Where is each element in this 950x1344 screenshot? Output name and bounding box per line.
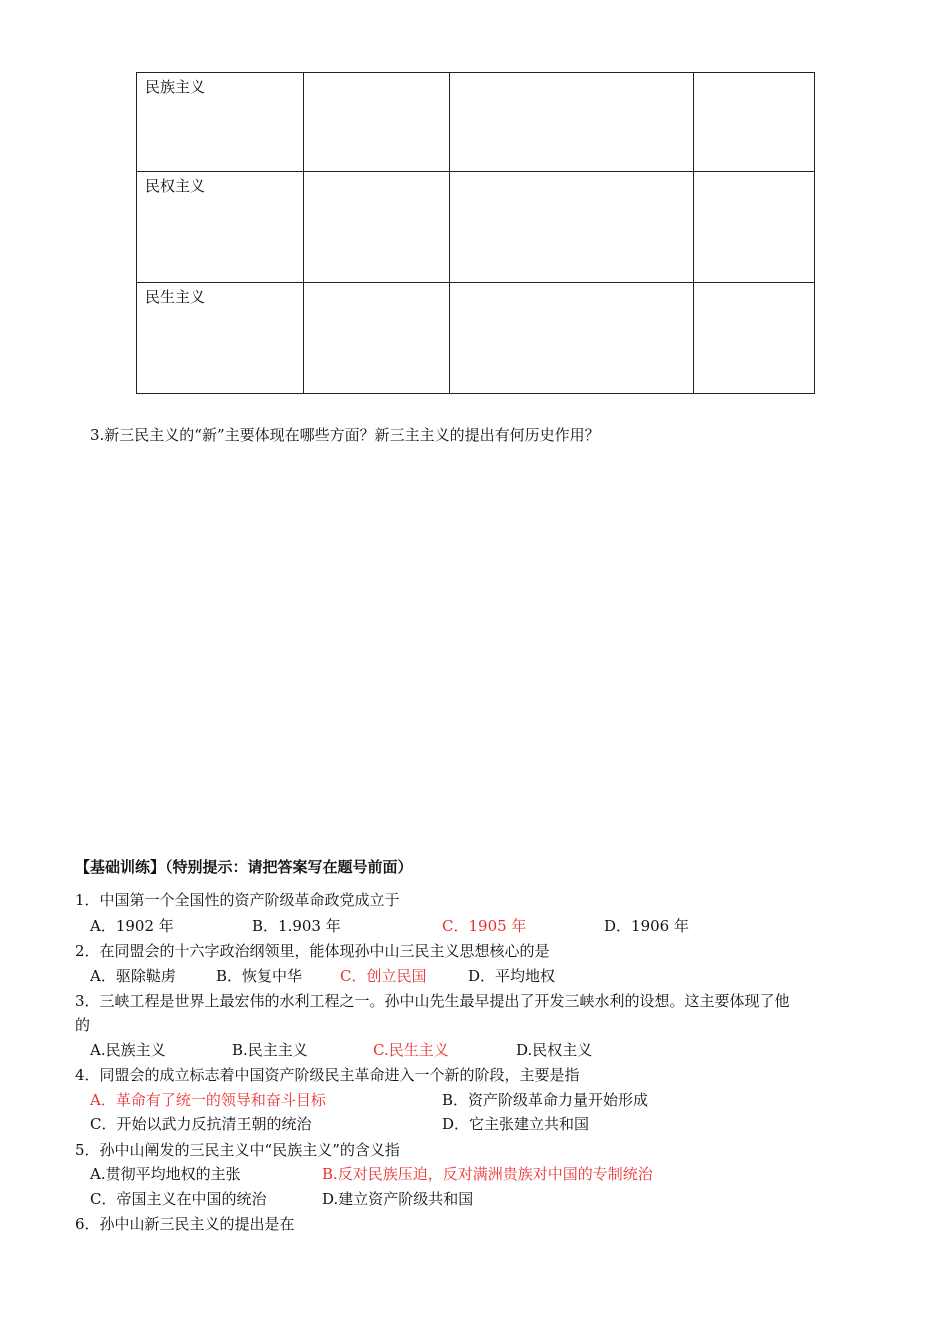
table-cell[interactable] bbox=[694, 283, 815, 394]
table-row bbox=[137, 73, 815, 172]
question-6-stem: 6．孙中山新三民主义的提出是在 bbox=[75, 1215, 295, 1233]
q2-option-d[interactable]: D．平均地权 bbox=[468, 967, 556, 985]
table-row bbox=[137, 172, 815, 283]
q3-option-b[interactable]: B.民主主义 bbox=[232, 1041, 308, 1059]
table-cell[interactable] bbox=[304, 73, 450, 172]
q5-option-d[interactable]: D.建立资产阶级共和国 bbox=[322, 1190, 474, 1208]
q2-option-a[interactable]: A．驱除鞑虏 bbox=[90, 967, 176, 985]
q1-option-a[interactable]: A．1902 年 bbox=[90, 917, 174, 935]
table-cell[interactable] bbox=[304, 283, 450, 394]
q5-option-c[interactable]: C．帝国主义在中国的统治 bbox=[90, 1190, 267, 1208]
question-1-stem: 1．中国第一个全国性的资产阶级革命政党成立于 bbox=[75, 891, 400, 909]
table-row bbox=[137, 283, 815, 394]
q4-option-c[interactable]: C．开始以武力反抗清王朝的统治 bbox=[90, 1115, 312, 1133]
q4-option-a[interactable]: A．革命有了统一的领导和奋斗目标 bbox=[90, 1091, 326, 1109]
table-cell[interactable] bbox=[694, 73, 815, 172]
question-3-stem: 3．三峡工程是世界上最宏伟的水利工程之一。孙中山先生最早提出了开发三峡水利的设想。这主要体现了他 bbox=[75, 992, 790, 1010]
question-3-prompt: 3.新三民主义的“新”主要体现在哪些方面？新三主主义的提出有何历史作用？ bbox=[90, 426, 600, 444]
table-cell[interactable] bbox=[694, 172, 815, 283]
question-5-stem: 5．孙中山阐发的三民主义中“民族主义”的含义指 bbox=[75, 1141, 400, 1159]
q4-option-d[interactable]: D．它主张建立共和国 bbox=[442, 1115, 590, 1133]
table-cell[interactable] bbox=[450, 283, 694, 394]
q1-option-b[interactable]: B．1.903 年 bbox=[252, 917, 341, 935]
q1-option-c[interactable]: C．1905 年 bbox=[442, 917, 527, 935]
q4-option-b[interactable]: B．资产阶级革命力量开始形成 bbox=[442, 1091, 649, 1109]
q5-option-b[interactable]: B.反对民族压迫，反对满洲贵族对中国的专制统治 bbox=[322, 1165, 653, 1183]
row-label: 民族主义 bbox=[137, 73, 304, 172]
q3-option-d[interactable]: D.民权主义 bbox=[516, 1041, 593, 1059]
table-cell[interactable] bbox=[450, 73, 694, 172]
question-2-stem: 2．在同盟会的十六字政治纲领里，能体现孙中山三民主义思想核心的是 bbox=[75, 942, 550, 960]
question-4-stem: 4．同盟会的成立标志着中国资产阶级民主革命进入一个新的阶段，主要是指 bbox=[75, 1066, 580, 1084]
principles-table bbox=[136, 72, 815, 394]
q2-option-c[interactable]: C．创立民国 bbox=[340, 967, 427, 985]
table-cell[interactable] bbox=[304, 172, 450, 283]
q5-option-a[interactable]: A.贯彻平均地权的主张 bbox=[90, 1165, 241, 1183]
question-3-stem-cont: 的 bbox=[75, 1016, 91, 1034]
row-label: 民权主义 bbox=[137, 172, 304, 283]
q1-option-d[interactable]: D．1906 年 bbox=[604, 917, 689, 935]
q2-option-b[interactable]: B．恢复中华 bbox=[216, 967, 303, 985]
table-cell[interactable] bbox=[450, 172, 694, 283]
q3-option-a[interactable]: A.民族主义 bbox=[90, 1041, 166, 1059]
section-title: 【基础训练】（特别提示：请把答案写在题号前面） bbox=[75, 858, 413, 876]
row-label: 民生主义 bbox=[137, 283, 304, 394]
q3-option-c[interactable]: C.民生主义 bbox=[373, 1041, 449, 1059]
